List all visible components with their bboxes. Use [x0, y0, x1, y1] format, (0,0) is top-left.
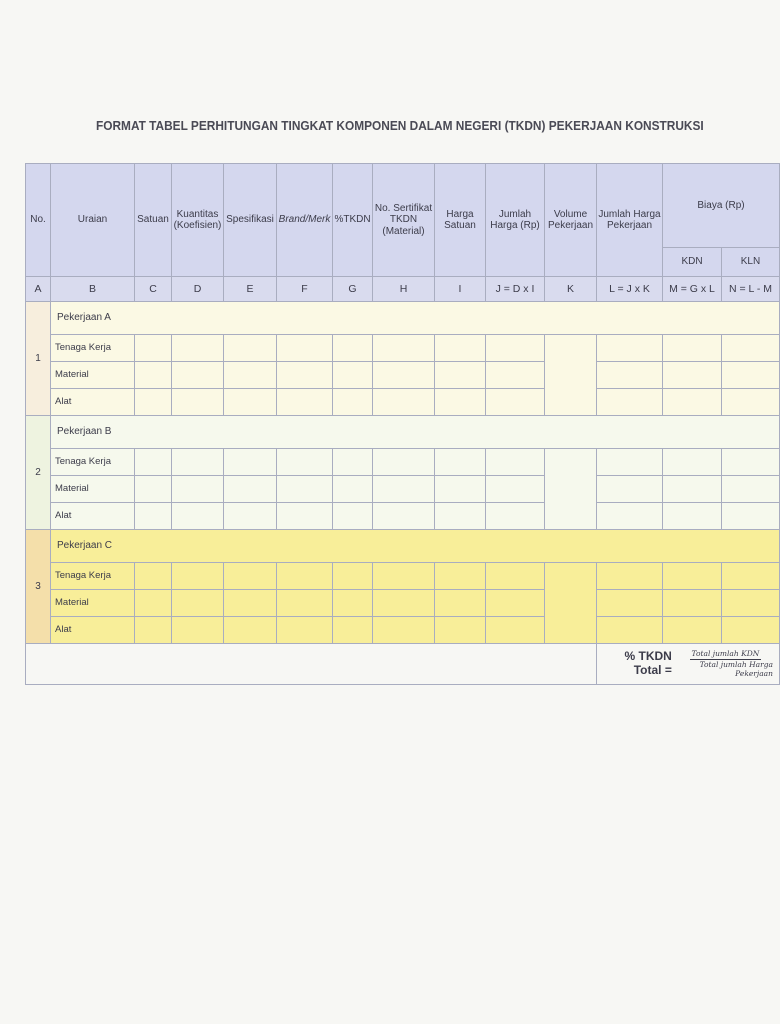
cell[interactable]	[224, 590, 277, 617]
cell[interactable]	[722, 503, 780, 530]
item-label: Material	[51, 476, 135, 503]
column-letter: C	[135, 277, 172, 302]
volume-cell[interactable]	[545, 335, 597, 416]
cell[interactable]	[172, 590, 224, 617]
cell[interactable]	[224, 563, 277, 590]
cell[interactable]	[486, 335, 545, 362]
cell[interactable]	[435, 563, 486, 590]
cell[interactable]	[277, 590, 333, 617]
cell[interactable]	[333, 335, 373, 362]
volume-cell[interactable]	[545, 449, 597, 530]
cell[interactable]	[597, 563, 663, 590]
header-kdn: KDN	[663, 248, 722, 277]
cell[interactable]	[172, 389, 224, 416]
cell[interactable]	[722, 362, 780, 389]
cell[interactable]	[224, 362, 277, 389]
cell[interactable]	[597, 503, 663, 530]
cell[interactable]	[486, 449, 545, 476]
cell[interactable]	[373, 389, 435, 416]
tkdn-total-label: % TKDN Total =	[624, 649, 672, 677]
cell[interactable]	[373, 590, 435, 617]
header-harga-satuan: Harga Satuan	[435, 164, 486, 277]
cell[interactable]	[663, 476, 722, 503]
cell[interactable]	[277, 362, 333, 389]
cell[interactable]	[435, 389, 486, 416]
column-letter: A	[26, 277, 51, 302]
cell[interactable]	[597, 449, 663, 476]
document-title: FORMAT TABEL PERHITUNGAN TINGKAT KOMPONEN DALAM NEGERI (TKDN) PEKERJAAN KONSTRUKSI	[96, 118, 704, 133]
cell[interactable]	[486, 476, 545, 503]
header-no: No.	[26, 164, 51, 277]
cell[interactable]	[333, 503, 373, 530]
table-row	[26, 476, 780, 503]
fraction-numerator: Total jumlah KDN	[690, 650, 762, 661]
cell[interactable]	[597, 590, 663, 617]
cell[interactable]	[597, 335, 663, 362]
cell[interactable]	[277, 335, 333, 362]
column-letters-row	[26, 277, 780, 302]
item-label: Alat	[51, 503, 135, 530]
column-letter: N = L - M	[722, 277, 780, 302]
cell[interactable]	[435, 476, 486, 503]
cell[interactable]	[135, 617, 172, 644]
column-letter: G	[333, 277, 373, 302]
cell[interactable]	[333, 476, 373, 503]
header-uraian: Uraian	[51, 164, 135, 277]
cell[interactable]	[277, 503, 333, 530]
cell[interactable]	[135, 476, 172, 503]
cell[interactable]	[333, 449, 373, 476]
cell[interactable]	[663, 449, 722, 476]
cell[interactable]	[333, 617, 373, 644]
column-letter: J = D x I	[486, 277, 545, 302]
section-pekerjaan-c	[26, 530, 780, 644]
cell[interactable]	[663, 503, 722, 530]
cell[interactable]	[435, 503, 486, 530]
column-letter: L = J x K	[597, 277, 663, 302]
cell[interactable]	[722, 617, 780, 644]
cell[interactable]	[486, 590, 545, 617]
section-number: 3	[26, 530, 51, 644]
cell[interactable]	[722, 449, 780, 476]
volume-cell[interactable]	[545, 563, 597, 644]
tkdn-table	[25, 163, 780, 685]
cell[interactable]	[486, 503, 545, 530]
section-title: Pekerjaan C	[51, 530, 780, 563]
cell[interactable]	[172, 362, 224, 389]
cell[interactable]	[722, 389, 780, 416]
cell[interactable]	[135, 590, 172, 617]
cell[interactable]	[135, 563, 172, 590]
table-row	[26, 563, 780, 590]
table-row	[26, 389, 780, 416]
section-number: 1	[26, 302, 51, 416]
column-letter: E	[224, 277, 277, 302]
table-row	[26, 449, 780, 476]
cell[interactable]	[277, 476, 333, 503]
cell[interactable]	[135, 449, 172, 476]
cell[interactable]	[172, 617, 224, 644]
cell[interactable]	[597, 389, 663, 416]
cell[interactable]	[722, 335, 780, 362]
item-label: Tenaga Kerja	[51, 449, 135, 476]
header-tkdn: %TKDN	[333, 164, 373, 277]
cell[interactable]	[722, 590, 780, 617]
header-sertifikat: No. Sertifikat TKDN (Material)	[373, 164, 435, 277]
section-title: Pekerjaan B	[51, 416, 780, 449]
item-label: Tenaga Kerja	[51, 563, 135, 590]
cell[interactable]	[224, 335, 277, 362]
table-row	[26, 335, 780, 362]
cell[interactable]	[486, 617, 545, 644]
cell[interactable]	[373, 335, 435, 362]
cell[interactable]	[172, 503, 224, 530]
cell[interactable]	[435, 362, 486, 389]
cell[interactable]	[486, 362, 545, 389]
header-kuantitas: Kuantitas (Koefisien)	[172, 164, 224, 277]
cell[interactable]	[663, 563, 722, 590]
header-kln: KLN	[722, 248, 780, 277]
total-blank-cell	[26, 644, 597, 685]
cell[interactable]	[172, 563, 224, 590]
cell[interactable]	[722, 563, 780, 590]
column-letter: I	[435, 277, 486, 302]
column-letter: B	[51, 277, 135, 302]
item-label: Alat	[51, 617, 135, 644]
tkdn-total-formula	[597, 644, 780, 685]
cell[interactable]	[435, 617, 486, 644]
section-number: 2	[26, 416, 51, 530]
header-brand: Brand/Merk	[277, 164, 333, 277]
cell[interactable]	[486, 389, 545, 416]
cell[interactable]	[435, 449, 486, 476]
cell[interactable]	[597, 362, 663, 389]
cell[interactable]	[373, 476, 435, 503]
header-jumlah-harga-pekerjaan: Jumlah Harga Pekerjaan	[597, 164, 663, 277]
cell[interactable]	[224, 389, 277, 416]
cell[interactable]	[333, 590, 373, 617]
cell[interactable]	[333, 389, 373, 416]
cell[interactable]	[373, 617, 435, 644]
header-satuan: Satuan	[135, 164, 172, 277]
item-label: Alat	[51, 389, 135, 416]
column-letter: F	[277, 277, 333, 302]
cell[interactable]	[663, 617, 722, 644]
header-volume: Volume Pekerjaan	[545, 164, 597, 277]
cell[interactable]	[135, 503, 172, 530]
cell[interactable]	[435, 335, 486, 362]
column-letter: D	[172, 277, 224, 302]
cell[interactable]	[663, 590, 722, 617]
item-label: Material	[51, 590, 135, 617]
header-jumlah-harga: Jumlah Harga (Rp)	[486, 164, 545, 277]
cell[interactable]	[172, 449, 224, 476]
cell[interactable]	[135, 362, 172, 389]
cell[interactable]	[135, 335, 172, 362]
cell[interactable]	[663, 362, 722, 389]
cell[interactable]	[277, 563, 333, 590]
section-title: Pekerjaan A	[51, 302, 780, 335]
cell[interactable]	[373, 563, 435, 590]
cell[interactable]	[135, 389, 172, 416]
table-row	[26, 617, 780, 644]
cell[interactable]	[333, 563, 373, 590]
cell[interactable]	[172, 476, 224, 503]
column-letter: M = G x L	[663, 277, 722, 302]
table-header	[26, 164, 780, 302]
cell[interactable]	[224, 449, 277, 476]
cell[interactable]	[435, 590, 486, 617]
cell[interactable]	[172, 335, 224, 362]
column-letter: K	[545, 277, 597, 302]
tkdn-fraction	[676, 650, 775, 679]
total-section	[26, 644, 780, 685]
header-biaya: Biaya (Rp)	[663, 164, 780, 248]
cell[interactable]	[486, 563, 545, 590]
cell[interactable]	[597, 617, 663, 644]
cell[interactable]	[373, 503, 435, 530]
cell[interactable]	[277, 617, 333, 644]
cell[interactable]	[373, 449, 435, 476]
header-spesifikasi: Spesifikasi	[224, 164, 277, 277]
cell[interactable]	[224, 476, 277, 503]
item-label: Tenaga Kerja	[51, 335, 135, 362]
cell[interactable]	[224, 503, 277, 530]
cell[interactable]	[277, 389, 333, 416]
column-letter: H	[373, 277, 435, 302]
tkdn-table-sheet	[25, 163, 773, 685]
cell[interactable]	[224, 617, 277, 644]
cell[interactable]	[333, 362, 373, 389]
table-row	[26, 503, 780, 530]
cell[interactable]	[663, 335, 722, 362]
cell[interactable]	[663, 389, 722, 416]
fraction-denominator: Total jumlah Harga Pekerjaan	[699, 660, 773, 678]
cell[interactable]	[722, 476, 780, 503]
table-row	[26, 362, 780, 389]
section-pekerjaan-a	[26, 302, 780, 416]
cell[interactable]	[277, 449, 333, 476]
table-row	[26, 590, 780, 617]
cell[interactable]	[597, 476, 663, 503]
section-pekerjaan-b	[26, 416, 780, 530]
item-label: Material	[51, 362, 135, 389]
cell[interactable]	[373, 362, 435, 389]
